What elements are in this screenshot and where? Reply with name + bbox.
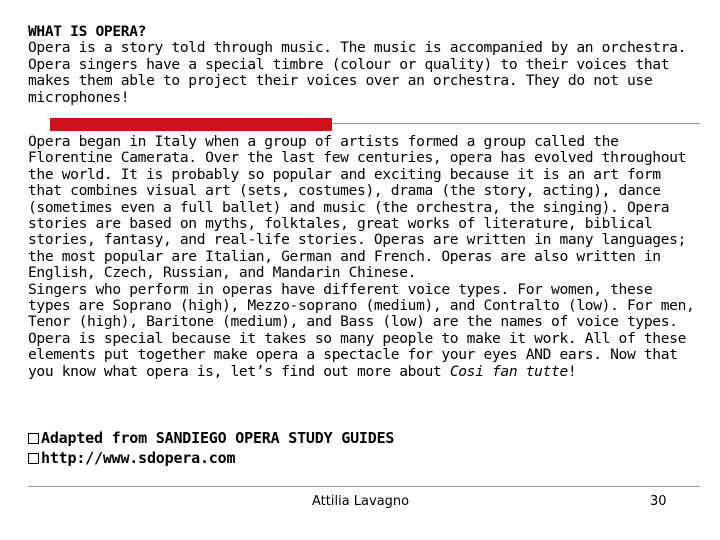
closing-punct: ! — [567, 362, 577, 380]
square-bullet-icon — [28, 433, 39, 444]
body-section — [28, 134, 700, 380]
intro-section — [28, 24, 700, 106]
closing-text: Opera is special because it takes so many people to make it work. All of these elements put together make opera a spectacle for your eyes AND ears. Now that you know what opera is, let’s find out more about — [28, 329, 687, 380]
square-bullet-icon — [28, 453, 39, 464]
red-divider-bar — [50, 118, 332, 131]
source-url[interactable]: http://www.sdopera.com — [41, 449, 236, 467]
source-credit: Adapted from SANDIEGO OPERA STUDY GUIDES — [41, 429, 395, 447]
voice-types-paragraph: Singers who perform in operas have different voice types. For women, these types are Soprano (high), Mezzo-soprano (medium), and Contralto (low). For men, Tenor (high), Baritone (medium), and Bass (low) are the names of voice types. — [28, 280, 695, 331]
page-number: 30 — [650, 494, 667, 509]
source-list — [28, 428, 394, 468]
closing-paragraph — [28, 331, 700, 380]
footer-divider — [28, 486, 700, 487]
list-item — [28, 428, 394, 448]
list-item — [28, 448, 394, 468]
gray-divider-line — [332, 123, 700, 124]
opera-title: Cosi fan tutte — [449, 362, 568, 380]
history-paragraph: Opera began in Italy when a group of artists formed a group called the Florentine Camerata. Over the last few centuries, opera has evolved throughout the world. It is probably so popular and exciting because it is an art form that combines visual art (sets, costumes), drama (the story, acting), dance (sometimes even a full ballet) and music (the orchestra, the singing). Opera stories are based on myths, folktales, great works of literature, biblical stories, fantasy, and real-life stories. Operas are written in many languages; the most popular are Italian, German and French. Operas are also written in English, Czech, Russian, and Mandarin Chinese. — [28, 133, 687, 282]
intro-paragraph: Opera is a story told through music. The music is accompanied by an orchestra. Opera singers have a special timbre (colour or quality) to their voices that makes them able to project their voices over an orchestra. They do not use microphones! — [28, 39, 687, 106]
footer-author: Attilia Lavagno — [312, 494, 410, 509]
section-heading: WHAT IS OPERA? — [28, 23, 147, 40]
